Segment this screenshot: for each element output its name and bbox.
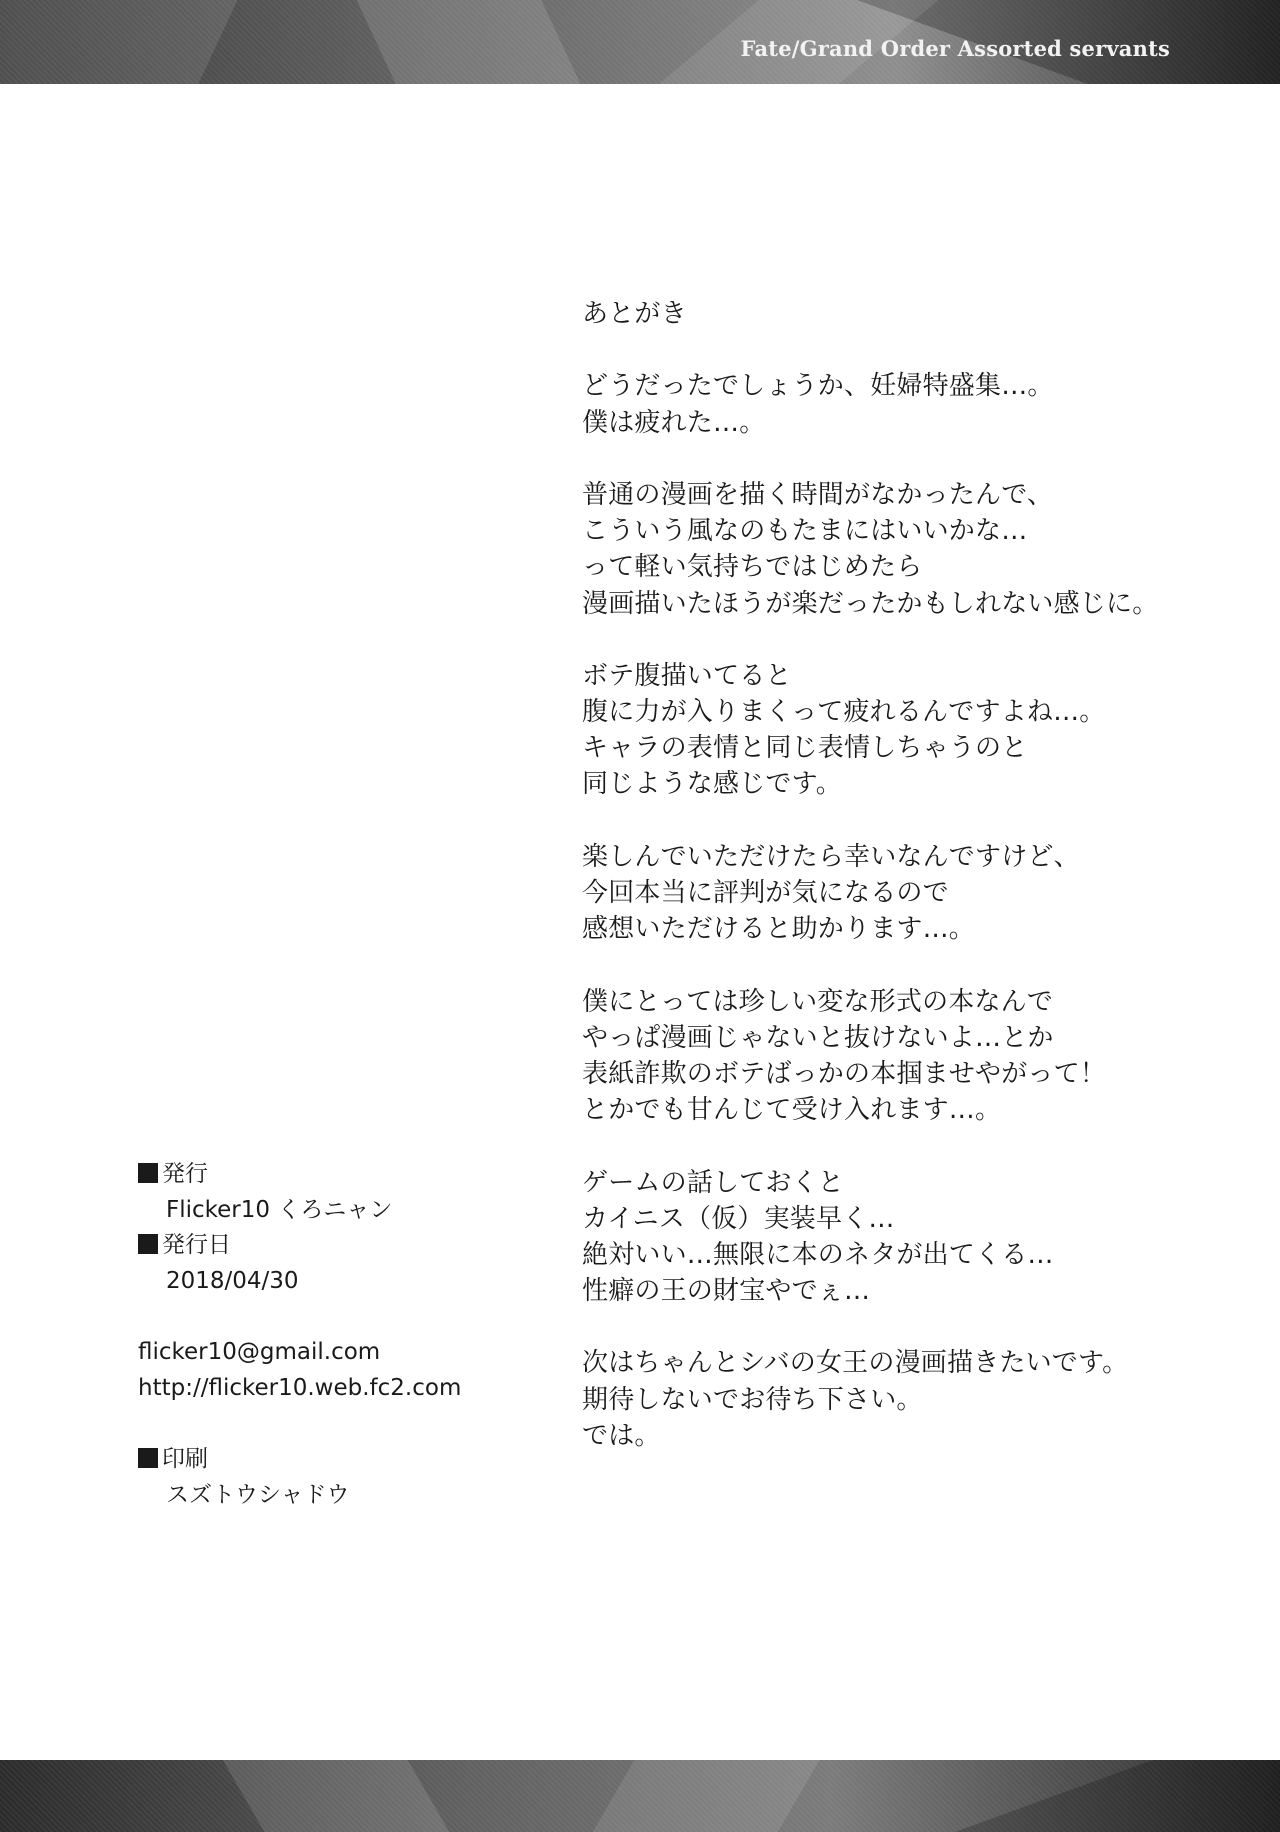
afterword-paragraph — [582, 984, 1242, 1129]
printer-label: 印刷 — [162, 1446, 208, 1472]
afterword-line: とかでも甘んじて受け入れます…。 — [582, 1095, 1002, 1126]
afterword-line: って軽い気持ちではじめたら — [582, 552, 923, 583]
square-bullet-icon — [138, 1234, 158, 1254]
publisher-heading — [138, 1157, 498, 1193]
printer-value: スズトウシャドウ — [166, 1481, 350, 1508]
afterword-paragraph — [582, 368, 1242, 440]
printer-heading — [138, 1442, 498, 1478]
publisher-label: 発行 — [162, 1161, 208, 1187]
paragraph-gap — [582, 1309, 1242, 1345]
paragraph-gap — [582, 441, 1242, 477]
afterword-line: やっぱ漫画じゃないと抜けないよ…とか — [582, 1022, 1054, 1053]
colophon-gap — [138, 1299, 498, 1335]
afterword-line: では。 — [582, 1420, 661, 1451]
afterword-paragraph — [582, 839, 1242, 948]
bottom-banner — [0, 1760, 1280, 1832]
publisher-value: Flicker10 くろニャン — [166, 1196, 393, 1223]
afterword-line: 今回本当に評判が気になるので — [582, 878, 949, 908]
afterword-line: 次はちゃんとシバの女王の漫画描きたいです。 — [582, 1348, 1129, 1379]
date-label: 発行日 — [162, 1232, 231, 1258]
afterword-paragraph — [582, 658, 1242, 803]
date-value: 2018/04/30 — [166, 1267, 299, 1294]
afterword-line: カイニス（仮）実装早く… — [582, 1203, 895, 1234]
afterword-line: 僕は疲れた…。 — [582, 407, 766, 438]
afterword-paragraph — [582, 1165, 1242, 1310]
afterword-line: 漫画描いたほうが楽だったかもしれない感じに。 — [582, 588, 1159, 619]
afterword-line: 表紙詐欺のボテばっかの本掴ませやがって！ — [582, 1058, 1107, 1089]
series-title: Fate/Grand Order Assorted servants — [740, 36, 1170, 61]
square-bullet-icon — [138, 1448, 158, 1468]
paragraph-gap — [582, 947, 1242, 983]
afterword-line: 期待しないでお待ち下さい。 — [582, 1384, 923, 1415]
afterword-line: 感想いただけると助かります…。 — [582, 914, 976, 945]
afterword-line: ボテ腹描いてると — [582, 660, 792, 691]
paragraph-gap — [582, 803, 1242, 839]
afterword-paragraph — [582, 477, 1242, 622]
square-bullet-icon — [138, 1163, 158, 1183]
afterword-title: あとがき — [582, 299, 687, 329]
top-banner — [0, 0, 1280, 84]
website-text: http://flicker10.web.fc2.com — [138, 1374, 462, 1401]
afterword-line: 性癖の王の財宝やでぇ… — [582, 1276, 871, 1307]
paragraph-gap — [582, 1128, 1242, 1164]
afterword-line: ゲームの話しておくと — [582, 1167, 845, 1198]
afterword-line: キャラの表情と同じ表情しちゃうのと — [582, 733, 1028, 764]
afterword-line: 腹に力が入りまくって疲れるんですよね…。 — [582, 697, 1106, 728]
date-heading — [138, 1228, 498, 1264]
afterword-line: 同じような感じです。 — [582, 769, 842, 800]
paragraph-gap — [582, 332, 1242, 368]
paragraph-gap — [582, 622, 1242, 658]
afterword-line: 僕にとっては珍しい変な形式の本なんで — [582, 986, 1054, 1017]
afterword-line: 楽しんでいただけたら幸いなんですけど、 — [582, 841, 1080, 872]
email-text: flicker10@gmail.com — [138, 1339, 381, 1365]
afterword-line: こういう風なのもたまにはいいかな… — [582, 516, 1028, 547]
afterword-line: どうだったでしょうか、妊婦特盛集…。 — [582, 371, 1054, 402]
afterword-line: 絶対いい…無限に本のネタが出てくる… — [582, 1239, 1054, 1270]
afterword-paragraph — [582, 1345, 1242, 1454]
afterword — [582, 296, 1242, 1454]
colophon — [138, 1157, 498, 1513]
colophon-gap — [138, 1406, 498, 1442]
afterword-line: 普通の漫画を描く時間がなかったんで、 — [582, 479, 1054, 510]
